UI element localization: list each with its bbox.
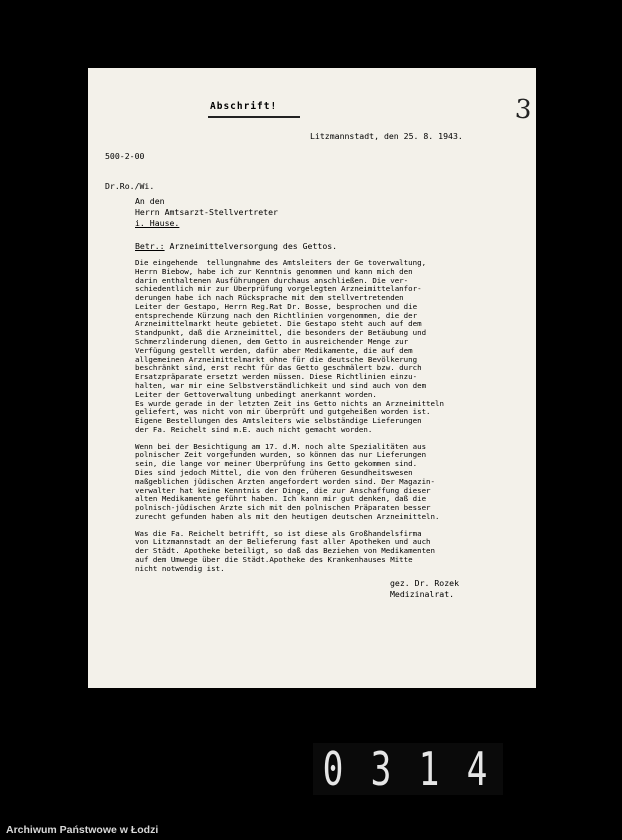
reference-initials: Dr.Ro./Wi. [105, 181, 155, 191]
signature-title: Medizinalrat. [390, 589, 455, 599]
body-line: von Litzmannstadt an der Belieferung fast aller Apotheken und auch [135, 538, 431, 547]
body-line: allgemeinen Arzneimittelmarkt ohne für die deutsche Bevölkerung [135, 355, 418, 364]
body-line: verwalter hat keine Kenntnis der Dinge, die zur Anschaffung dieser [135, 486, 431, 495]
recipient-line: i. Hause. [135, 218, 180, 228]
letter-body [135, 259, 525, 582]
body-line: polnischer Zeit vorgefunden wurden, so können das nur Lieferungen [135, 451, 427, 460]
body-line: Schmerzlinderung dienen, dem Getto in ausreichender Menge zur [135, 338, 409, 347]
body-line: Wenn bei der Besichtigung am 17. d.M. noch alte Spezialitäten aus [135, 442, 427, 451]
body-line: Ersatzpräparate ersetzt werden müssen. Diese Richtlinien einzu- [135, 373, 418, 382]
body-line: Leiter der Gestapo, Herrn Reg.Rat Dr. Bosse, besprochen und die [135, 302, 418, 311]
body-line: Verfügung gestellt werden, dafür aber Medikamente, die auf dem [135, 346, 413, 355]
signature-name: gez. Dr. Rozek [390, 578, 460, 588]
body-line: Standpunkt, daß die Arzneimittel, die besonders der Betäubung und [135, 329, 427, 338]
recipient-block [135, 196, 278, 229]
body-line: der Fa. Reichelt sind m.E. auch nicht gemacht worden. [135, 425, 373, 434]
body-line: halten, war mir eine Selbstverständlichkeit und sind auch von dem [135, 381, 427, 390]
subject-label: Betr.: [135, 241, 165, 251]
frame-digit: 3 [370, 742, 392, 796]
body-paragraph [135, 530, 525, 574]
reference-number: 500-2-00 [105, 151, 145, 161]
body-line: der Städt. Apotheke beteiligt, so daß das Beziehen von Medikamenten [135, 547, 436, 556]
body-line: darin enthaltenen Ausführungen durchaus anschließen. Die ver- [135, 276, 409, 285]
body-line: Was die Fa. Reichelt betrifft, so ist diese als Großhandelsfirma [135, 529, 422, 538]
dateline: Litzmannstadt, den 25. 8. 1943. [310, 131, 463, 141]
body-line: Die eingehende tellungnahme des Amtsleiters der Ge toverwaltung, [135, 259, 427, 267]
body-line: schiedentlich mir zur Überprüfung vorgelegten Arzneimittelanfor- [135, 285, 422, 294]
heading-underline [208, 116, 300, 120]
body-paragraph [135, 259, 525, 435]
archive-footer [0, 810, 622, 840]
body-line: Herrn Biebow, habe ich zur Kenntnis genommen und kann mich den [135, 267, 413, 276]
body-line: alten Medikamente geführt haben. Ich kann mir gut denken, daß die [135, 495, 427, 504]
body-line: geliefert, was nicht von mir überprüft und gutgeheißen worden ist. [135, 408, 431, 417]
body-line: Arzneimittelmarkt heute gebietet. Die Gestapo steht auch auf dem [135, 320, 422, 329]
body-line: maßgeblichen jüdischen Ärzten angefordert worden sind. Der Magazin- [135, 477, 436, 486]
frame-counter [313, 743, 503, 795]
recipient-line: An den [135, 196, 165, 206]
body-line: nicht notwendig ist. [135, 564, 225, 573]
subject-text: Arzneimittelversorgung des Gettos. [169, 241, 338, 251]
body-line: beschränkt sind, erst recht für das Getto geschmälert bzw. durch [135, 364, 422, 373]
body-line: Eigene Bestellungen des Amtsleiters wie selbständige Lieferungen [135, 417, 422, 426]
document-heading: Abschrift! [210, 101, 278, 112]
body-line: sein, die lange vor meiner Überprüfung ins Getto gekommen sind. [135, 460, 418, 469]
subject-line [135, 241, 337, 251]
body-line: Es wurde gerade in der letzten Zeit ins Getto nichts an Arzneimitteln [135, 399, 444, 408]
frame-digit: 4 [466, 742, 488, 796]
body-paragraph [135, 443, 525, 522]
corner-number-mark: 3 [513, 94, 533, 126]
body-line: polnisch-jüdischen Ärzte sich mit den polnischen Präparaten besser [135, 504, 431, 513]
body-line: Leiter der Gettoverwaltung unbedingt anerkannt worden. [135, 390, 377, 399]
frame-digit: 1 [418, 742, 440, 796]
body-line: Dies sind jedoch Mittel, die von den früheren Gesundheitswesen [135, 468, 413, 477]
frame-digit: 0 [322, 742, 344, 796]
body-line: entsprechende Kürzung nach den Richtlinien vorgenommen, die der [135, 311, 418, 320]
reference-block [105, 131, 154, 201]
body-line: auf dem Umwege über die Städt.Apotheke des Krankenhauses Mitte [135, 556, 413, 564]
signature-block [390, 578, 459, 600]
body-line: derungen habe ich nach Rücksprache mit dem stellvertretenden [135, 294, 404, 303]
body-line: zurecht gefunden haben als mit den heutigen deutschen Arzneimitteln. [135, 512, 440, 521]
archive-label: Archiwum Państwowe w Łodzi [6, 824, 159, 836]
recipient-line: Herrn Amtsarzt-Stellvertreter [135, 207, 278, 217]
